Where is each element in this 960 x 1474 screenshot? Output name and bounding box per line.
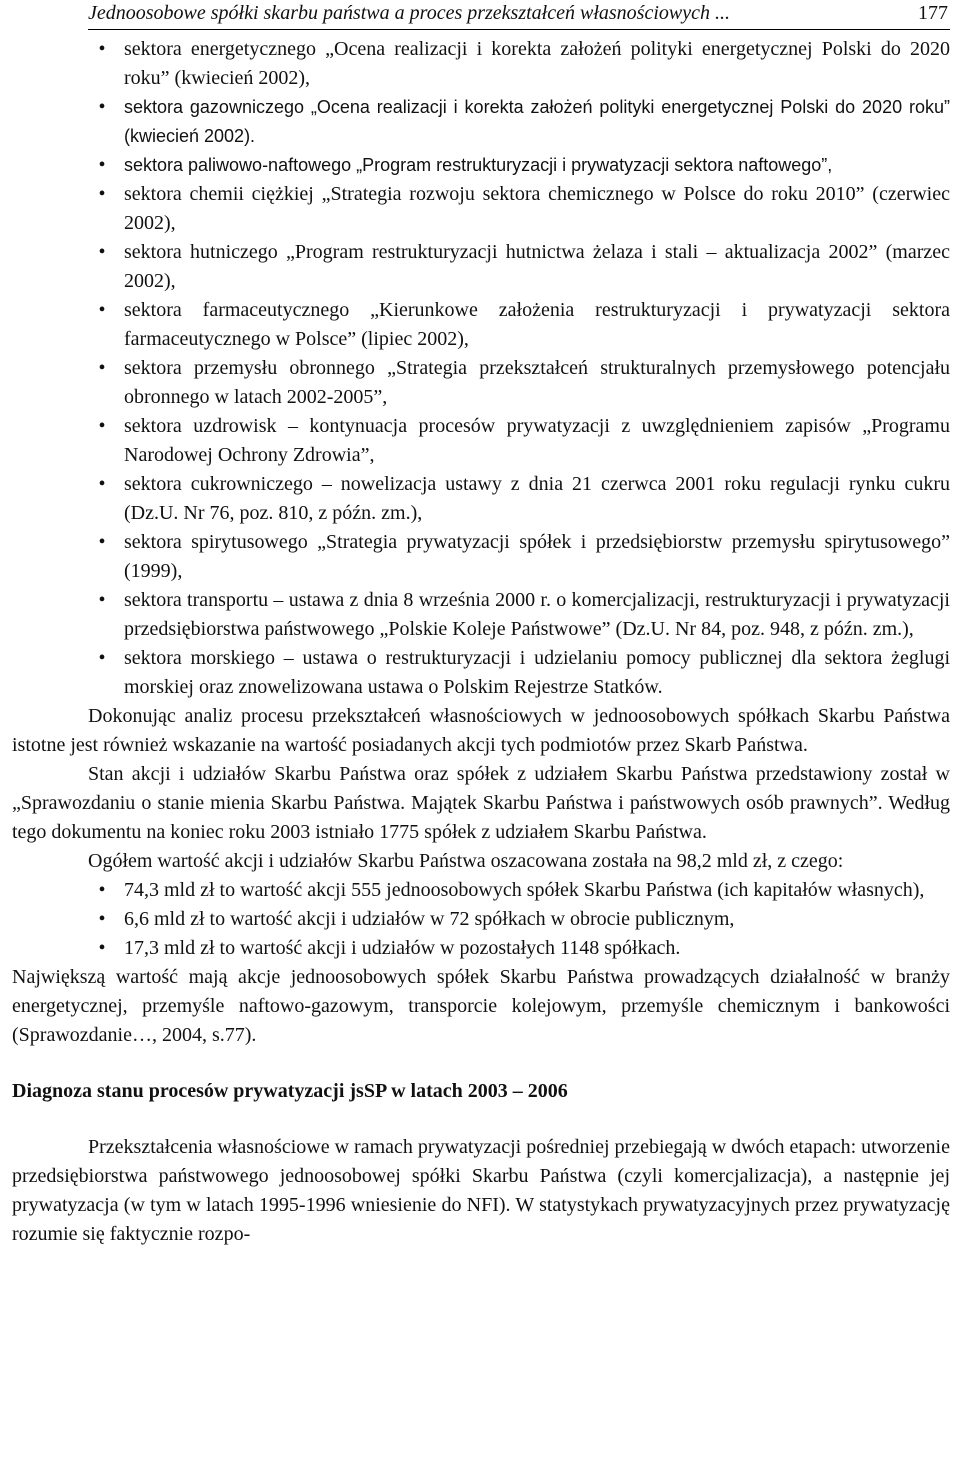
- bullet-icon: •: [98, 879, 106, 901]
- bullet-icon: •: [98, 154, 106, 176]
- bullet-icon: •: [98, 473, 106, 495]
- list-item: • sektora transportu – ustawa z dnia 8 września 2000 r. o komercjalizacji, restrukturyzacji i prywatyzacji przedsiębiorstwa państwowego „Polskie Koleje Państwowe” (Dz.U. Nr 84, poz. 948, z późn. zm.),: [12, 586, 950, 644]
- body-paragraph: Dokonując analiz procesu przekształceń własnościowych w jednoosobowych spółkach Skarbu Państwa istotne jest również wskazanie na wartość posiadanych akcji tych podmiotów przez Skarb Państwa.: [12, 705, 950, 756]
- list-item: • sektora energetycznego „Ocena realizacji i korekta założeń polityki energetycznej Polski do 2020 roku” (kwiecień 2002),: [12, 35, 950, 93]
- bullet-icon: •: [98, 647, 106, 669]
- running-header-title: Jednoosobowe spółki skarbu państwa a proces przekształceń własnościowych ...: [88, 2, 730, 24]
- list-item: • sektora farmaceutycznego „Kierunkowe założenia restrukturyzacji i prywatyzacji sektora farmaceutycznego w Polsce” (lipiec 2002),: [12, 296, 950, 354]
- list-item: • 74,3 mld zł to wartość akcji 555 jednoosobowych spółek Skarbu Państwa (ich kapitałów własnych),: [12, 876, 950, 905]
- bullet-icon: •: [98, 96, 106, 118]
- page-number: 177: [918, 2, 948, 24]
- bullet-icon: •: [98, 531, 106, 553]
- list-item: • sektora morskiego – ustawa o restrukturyzacji i udzielaniu pomocy publicznej dla sektora żeglugi morskiej oraz znowelizowana ustawa o Polskim Rejestrze Statków.: [12, 644, 950, 702]
- body-paragraph: Ogółem wartość akcji i udziałów Skarbu Państwa oszacowana została na 98,2 mld zł, z czego:: [88, 850, 844, 872]
- list-item: • sektora gazowniczego „Ocena realizacji i korekta założeń polityki energetycznej Polski do 2020 roku” (kwiecień 2002).: [12, 93, 950, 151]
- bullet-icon: •: [98, 241, 106, 263]
- list-item: • sektora spirytusowego „Strategia prywatyzacji spółek i przedsiębiorstw przemysłu spirytusowego” (1999),: [12, 528, 950, 586]
- list-item: • sektora chemii ciężkiej „Strategia rozwoju sektora chemicznego w Polsce do roku 2010” (czerwiec 2002),: [12, 180, 950, 238]
- list-item: • 6,6 mld zł to wartość akcji i udziałów w 72 spółkach w obrocie publicznym,: [12, 905, 950, 934]
- sector-strategy-list: [12, 35, 950, 702]
- bullet-icon: •: [98, 415, 106, 437]
- list-item: • sektora paliwowo-naftowego „Program restrukturyzacji i prywatyzacji sektora naftowego”,: [12, 151, 950, 180]
- list-item: • sektora hutniczego „Program restrukturyzacji hutnictwa żelaza i stali – aktualizacja 2002” (marzec 2002),: [12, 238, 950, 296]
- body-paragraph: Stan akcji i udziałów Skarbu Państwa oraz spółek z udziałem Skarbu Państwa przedstawiony został w „Sprawozdaniu o stanie mienia Skarbu Państwa. Majątek Skarbu Państwa i państwowych osób prawnych”. Według tego dokumentu na koniec roku 2003 istniało 1775 spółek z udziałem Skarbu Państwa.: [12, 763, 950, 843]
- body-paragraph: Największą wartość mają akcje jednoosobowych spółek Skarbu Państwa prowadzących działalność w branży energetycznej, przemyśle naftowo-gazowym, transporcie kolejowym, przemyśle chemicznym i bankowości (Sprawozdanie…, 2004, s.77).: [12, 966, 950, 1046]
- bullet-icon: •: [98, 38, 106, 60]
- list-item: • sektora cukrowniczego – nowelizacja ustawy z dnia 21 czerwca 2001 roku regulacji rynku cukru (Dz.U. Nr 76, poz. 810, z późn. zm.),: [12, 470, 950, 528]
- list-item: • 17,3 mld zł to wartość akcji i udziałów w pozostałych 1148 spółkach.: [12, 934, 950, 963]
- bullet-icon: •: [98, 299, 106, 321]
- bullet-icon: •: [98, 183, 106, 205]
- body-paragraph: Przekształcenia własnościowe w ramach prywatyzacji pośredniej przebiegają w dwóch etapach: utworzenie przedsiębiorstwa państwowego jednoosobowej spółki Skarbu Państwa (czyli komercjalizacja), a następnie jej prywatyzacja (w tym w latach 1995-1996 wniesienie do NFI). W statystykach prywatyzacyjnych przez prywatyzację rozumie się faktycznie rozpo-: [12, 1136, 950, 1245]
- value-breakdown-list: [12, 876, 950, 963]
- running-header: [88, 0, 950, 30]
- list-item: • sektora przemysłu obronnego „Strategia przekształceń strukturalnych przemysłowego potencjału obronnego w latach 2002-2005”,: [12, 354, 950, 412]
- section-heading: Diagnoza stanu procesów prywatyzacji jsSP w latach 2003 – 2006: [12, 1080, 568, 1102]
- bullet-icon: •: [98, 908, 106, 930]
- bullet-icon: •: [98, 589, 106, 611]
- list-item: • sektora uzdrowisk – kontynuacja procesów prywatyzacji z uwzględnieniem zapisów „Programu Narodowej Ochrony Zdrowia”,: [12, 412, 950, 470]
- bullet-icon: •: [98, 357, 106, 379]
- bullet-icon: •: [98, 937, 106, 959]
